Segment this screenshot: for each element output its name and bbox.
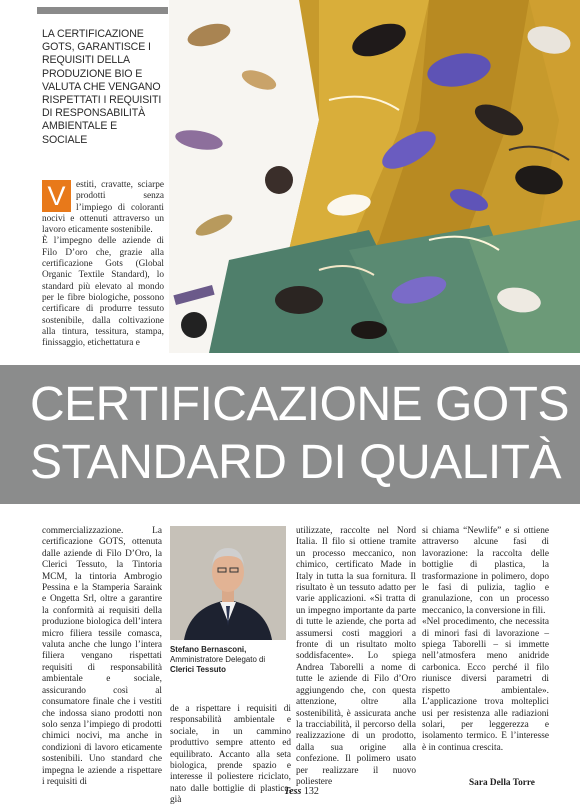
headline-line-2: STANDARD DI QUALITÀ: [30, 436, 562, 489]
column-1: [42, 526, 162, 788]
column-3: [296, 526, 416, 788]
caption-company: Clerici Tessuto: [170, 665, 226, 675]
intro-text: [42, 180, 164, 360]
portrait-photo: [170, 526, 286, 640]
article-headline: [30, 376, 575, 492]
fabric-photo: [169, 0, 580, 353]
column-4: [422, 526, 549, 754]
column-3-text: utilizzate, raccolte nel Nord Italia. Il filo si ottiene tramite un processo meccanico, non chimico, certificato Made in Italy in tutta la sua fornitura. Il risultato è un tessuto adatto per varie applicazioni. «Si tratta di un impegno importante da parte di tutte le aziende, che porta ad assumersi costi maggiori a fronte di un risultato molto soddisfacente». Lo spiega Andrea Taborelli a nome di tutte le aziende di Filo d’Oro aggiungendo che, con questa attenzione, oltre alla sostenibilità, è assicurata anche la tracciabilità, il percorso della realizzazione di un prodotto, dalla sua origine alla confezione. Il polimero usato per realizzare il nuovo poliestere: [296, 526, 416, 787]
lead-paragraph: LA CERTIFICAZIONE GOTS, GARANTISCE I REQUISITI DELLA PRODUZIONE BIO E VALUTA CHE VENGANO RISPETTATI I REQUISITI DI RESPONSABILITÀ AMBIENTALE E SOCIALE: [42, 28, 162, 146]
page-number: 132: [303, 786, 319, 797]
intro-paragraph-1: estiti, cravatte, sciarpe prodotti senza l’impiego di coloranti nocivi e ottenuti attraverso un lavoro eticamente sostenibile.: [42, 180, 164, 236]
column-4-paragraph-1: si chiama “Newlife” e si ottiene attraverso alcune fasi di lavorazione: la raccolta delle bottiglie di plastica, la trasformazione in polimero, dopo le fasi di pulizia, taglio e granulazione, con un processo meccanico, la conversione in fili.: [422, 526, 549, 616]
top-rule: [37, 7, 168, 14]
column-2-text: de a rispettare i requisiti di responsabilità ambientale e sociale, in un cammino produttivo sempre attento ed equilibrato. Accanto alla seta biologica, prende spazio e interesse il poliestere riciclato, nato dalle bottiglie di plastica, già: [170, 704, 291, 806]
magazine-brand: Tess: [284, 786, 302, 797]
page-footer: [284, 786, 319, 797]
column-2: [170, 704, 291, 807]
caption-role: Amministratore Delegato di: [170, 655, 266, 665]
author-signature: Sara Della Torre: [469, 778, 535, 788]
column-4-paragraph-2: «Nel procedimento, che necessita di minori fasi di lavorazione – spiega Taborelli – si immette nell’atmosfera meno anidride carbonica. Ecco perché il filo riunisce diversi parametri di rispetto ambientale». L’applicazione trova molteplici usi per resistenza alle radiazioni solari, per leggerezza e isolamento termico. E l’interesse è in continua crescita.: [422, 617, 549, 753]
dropcap: V: [42, 180, 71, 212]
intro-paragraph-2: È l’impegno delle aziende di Filo D’oro che, grazie alla certificazione Gots (Global Organic Textile Standard), lo standard più elevato al mondo per le fibre biologiche, possono certificare di produrre tessuto sostenibile, dalla coltivazione alla tintura, tessitura, stampa, finissaggio, etichettatura e: [42, 236, 164, 349]
caption-name: Stefano Bernasconi,: [170, 645, 247, 654]
portrait-caption: [170, 645, 290, 676]
column-1-text: commercializzazione. La certificazione GOTS, ottenuta dalle aziende di Filo D’Oro, la Clerici Tessuto, la Tintoria MCM, la tintoria Ambrogio Pessina e la Stamperia Saraink e Ongetta Srl, oltre a garantire la conformità ai requisiti della produzione biologica dell’intera micro filiera tessile comasca, valuta anche che lungo l’intera filiera vengano rispettati requisiti di responsabilità ambientale e sociale, assicurando così al consumatore finale che i vestiti che indossa siano prodotti non solo senza l’impiego di prodotti chimici nocivi, ma anche in condizioni di lavoro eticamente sostenibili. Uno standard che impegna le aziende a rispettare i requisiti di: [42, 526, 162, 787]
headline-line-1: CERTIFICAZIONE GOTS: [30, 378, 569, 431]
